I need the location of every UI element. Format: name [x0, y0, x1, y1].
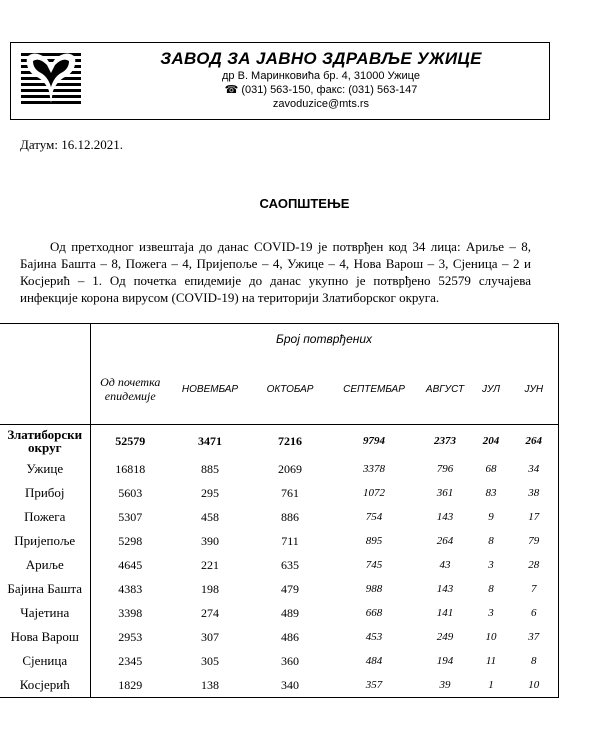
cases-table [0, 323, 559, 698]
row-name: Пријепоље [0, 529, 90, 553]
column-header: НОВЕМБАР [181, 383, 239, 395]
table-cell: 83 [485, 487, 497, 499]
table-row [0, 553, 558, 577]
table-cell: 305 [201, 653, 219, 668]
table-cell: 458 [201, 509, 219, 524]
row-name: Бајина Башта [0, 577, 90, 601]
organization-address: др В. Маринковића бр. 4, 31000 Ужице [222, 70, 420, 82]
table-cell: 1829 [90, 673, 170, 698]
table-cell: 295 [201, 485, 219, 500]
table-cell: 5298 [118, 533, 143, 548]
organization-phone: (031) 563-150, факс: (031) 563-147 [241, 84, 418, 96]
table-row [0, 457, 558, 481]
table-cell: 11 [485, 655, 497, 667]
table-cell: 307 [201, 629, 219, 644]
table-row [0, 481, 558, 505]
table-cell: 988 [365, 583, 383, 595]
table-cell: 264 [436, 535, 454, 547]
table-cell: 34 [510, 457, 558, 481]
table-cell: 668 [365, 607, 383, 619]
table-cell: 2953 [118, 629, 143, 644]
table-cell: 79 [510, 529, 558, 553]
table-cell: 5307 [118, 509, 143, 524]
table-cell: 39 [418, 673, 472, 698]
table-cell: 28 [510, 553, 558, 577]
table-row [0, 673, 558, 698]
table-cell: 221 [201, 557, 219, 572]
table-cell: 1072 [363, 487, 385, 499]
table-cell: 340 [250, 673, 330, 698]
table-cell: 453 [365, 631, 383, 643]
row-name: Пожега [0, 505, 90, 529]
table-cell: 3 [488, 559, 494, 571]
table-cell: 16818 [115, 461, 146, 476]
table-cell: 9794 [330, 425, 418, 458]
table-cell: 5603 [118, 485, 143, 500]
table-cell: 138 [170, 673, 250, 698]
table-cell: 711 [281, 533, 299, 548]
table-cell: 2069 [278, 461, 302, 476]
table-row [0, 601, 558, 625]
table-cell: 360 [281, 653, 299, 668]
table-cell: 37 [510, 625, 558, 649]
table-cell: 143 [436, 583, 454, 595]
phone-icon: ☎ [224, 84, 239, 96]
column-header: СЕПТЕМБАР [343, 383, 405, 395]
table-cell: 68 [485, 463, 497, 475]
table-row [0, 529, 558, 553]
document-title: САОПШТЕЊЕ [259, 196, 350, 211]
table-cell: 3471 [170, 425, 250, 458]
table-cell: 754 [365, 511, 383, 523]
table-cell: 4383 [118, 581, 143, 596]
table-cell: 885 [201, 461, 219, 476]
institute-logo-icon [17, 47, 85, 111]
organization-block [101, 49, 541, 111]
table-row [0, 577, 558, 601]
table-cell: 198 [201, 581, 219, 596]
table-cell: 635 [281, 557, 299, 572]
table-cell: 761 [281, 485, 299, 500]
table-cell: 204 [472, 425, 510, 458]
table-cell: 390 [201, 533, 219, 548]
table-row [0, 505, 558, 529]
table-body [0, 457, 558, 698]
table-cell: 274 [201, 605, 219, 620]
table-cell: 264 [510, 425, 558, 458]
table-cell: 52579 [90, 425, 170, 458]
letterhead [10, 42, 550, 120]
table-row-total [0, 425, 558, 458]
row-name: Косјерић [0, 673, 90, 698]
row-name: Нова Варош [0, 625, 90, 649]
row-name: Чајетина [0, 601, 90, 625]
column-header: ЈУН [510, 354, 558, 425]
table-cell: 6 [510, 601, 558, 625]
table-cell: 3378 [363, 463, 385, 475]
table-cell: 3 [488, 607, 494, 619]
table-cell: 361 [436, 487, 454, 499]
table-cell: 484 [365, 655, 383, 667]
table-cell: 8 [488, 583, 494, 595]
column-header: ЈУЛ [481, 383, 501, 395]
table-cell: 357 [330, 673, 418, 698]
table-cell: 141 [436, 607, 454, 619]
table-cell: 143 [436, 511, 454, 523]
table-cell: 2373 [418, 425, 472, 458]
table-row [0, 649, 558, 673]
table-cell: 7 [510, 577, 558, 601]
table-cell: 796 [436, 463, 454, 475]
corner-cell [0, 324, 90, 355]
corner-cell-lower [0, 354, 90, 425]
table-cell: 745 [365, 559, 383, 571]
column-header: АВГУСТ [425, 383, 465, 395]
table-row [0, 625, 558, 649]
organization-email: zavoduzice@mts.rs [272, 98, 370, 110]
table-cell: 489 [281, 605, 299, 620]
table-cell: 895 [365, 535, 383, 547]
table-cell: 10 [510, 673, 558, 698]
table-cell: 479 [281, 581, 299, 596]
table-cell: 38 [510, 481, 558, 505]
table-cell: 3398 [118, 605, 143, 620]
table-cell: 43 [439, 559, 451, 571]
row-name: Златиборски округ [0, 425, 90, 458]
table-cell: 486 [281, 629, 299, 644]
table-cell: 7216 [250, 425, 330, 458]
organization-name: ЗАВОД ЗА ЈАВНО ЗДРАВЉЕ УЖИЦЕ [160, 49, 482, 68]
row-name: Сјеница [0, 649, 90, 673]
table-cell: 10 [485, 631, 497, 643]
row-name: Ариље [0, 553, 90, 577]
group-header: Број потврђених [90, 324, 558, 355]
table-cell: 17 [510, 505, 558, 529]
organization-phone-line [101, 83, 541, 97]
column-header: Од почетка епидемије [100, 375, 161, 403]
table-cell: 886 [281, 509, 299, 524]
table-cell: 249 [436, 631, 454, 643]
table-cell: 1 [472, 673, 510, 698]
table-cell: 194 [436, 655, 454, 667]
table-cell: 4645 [118, 557, 143, 572]
document-date: Датум: 16.12.2021. [20, 137, 123, 152]
row-name: Ужице [0, 457, 90, 481]
row-name: Прибој [0, 481, 90, 505]
column-header: ОКТОБАР [266, 383, 314, 395]
table-cell: 8 [488, 535, 494, 547]
table-cell: 9 [488, 511, 494, 523]
table-cell: 2345 [118, 653, 143, 668]
table-cell: 8 [510, 649, 558, 673]
announcement-paragraph: Од претходног извештаја до данас COVID-19 је потврђен код 34 лица: Ариље – 8, Бајина Башта – 8, Пожега – 4, Пријепоље – 4, Ужице – 4, Нова Варош – 3, Сјеница – 2 и Косјерић – 1. Од почетка епидемије до данас укупно је потврђено 52579 случајева инфекције корона вирусом (COVID-19) на територији Златиборског округа. [20, 239, 531, 305]
